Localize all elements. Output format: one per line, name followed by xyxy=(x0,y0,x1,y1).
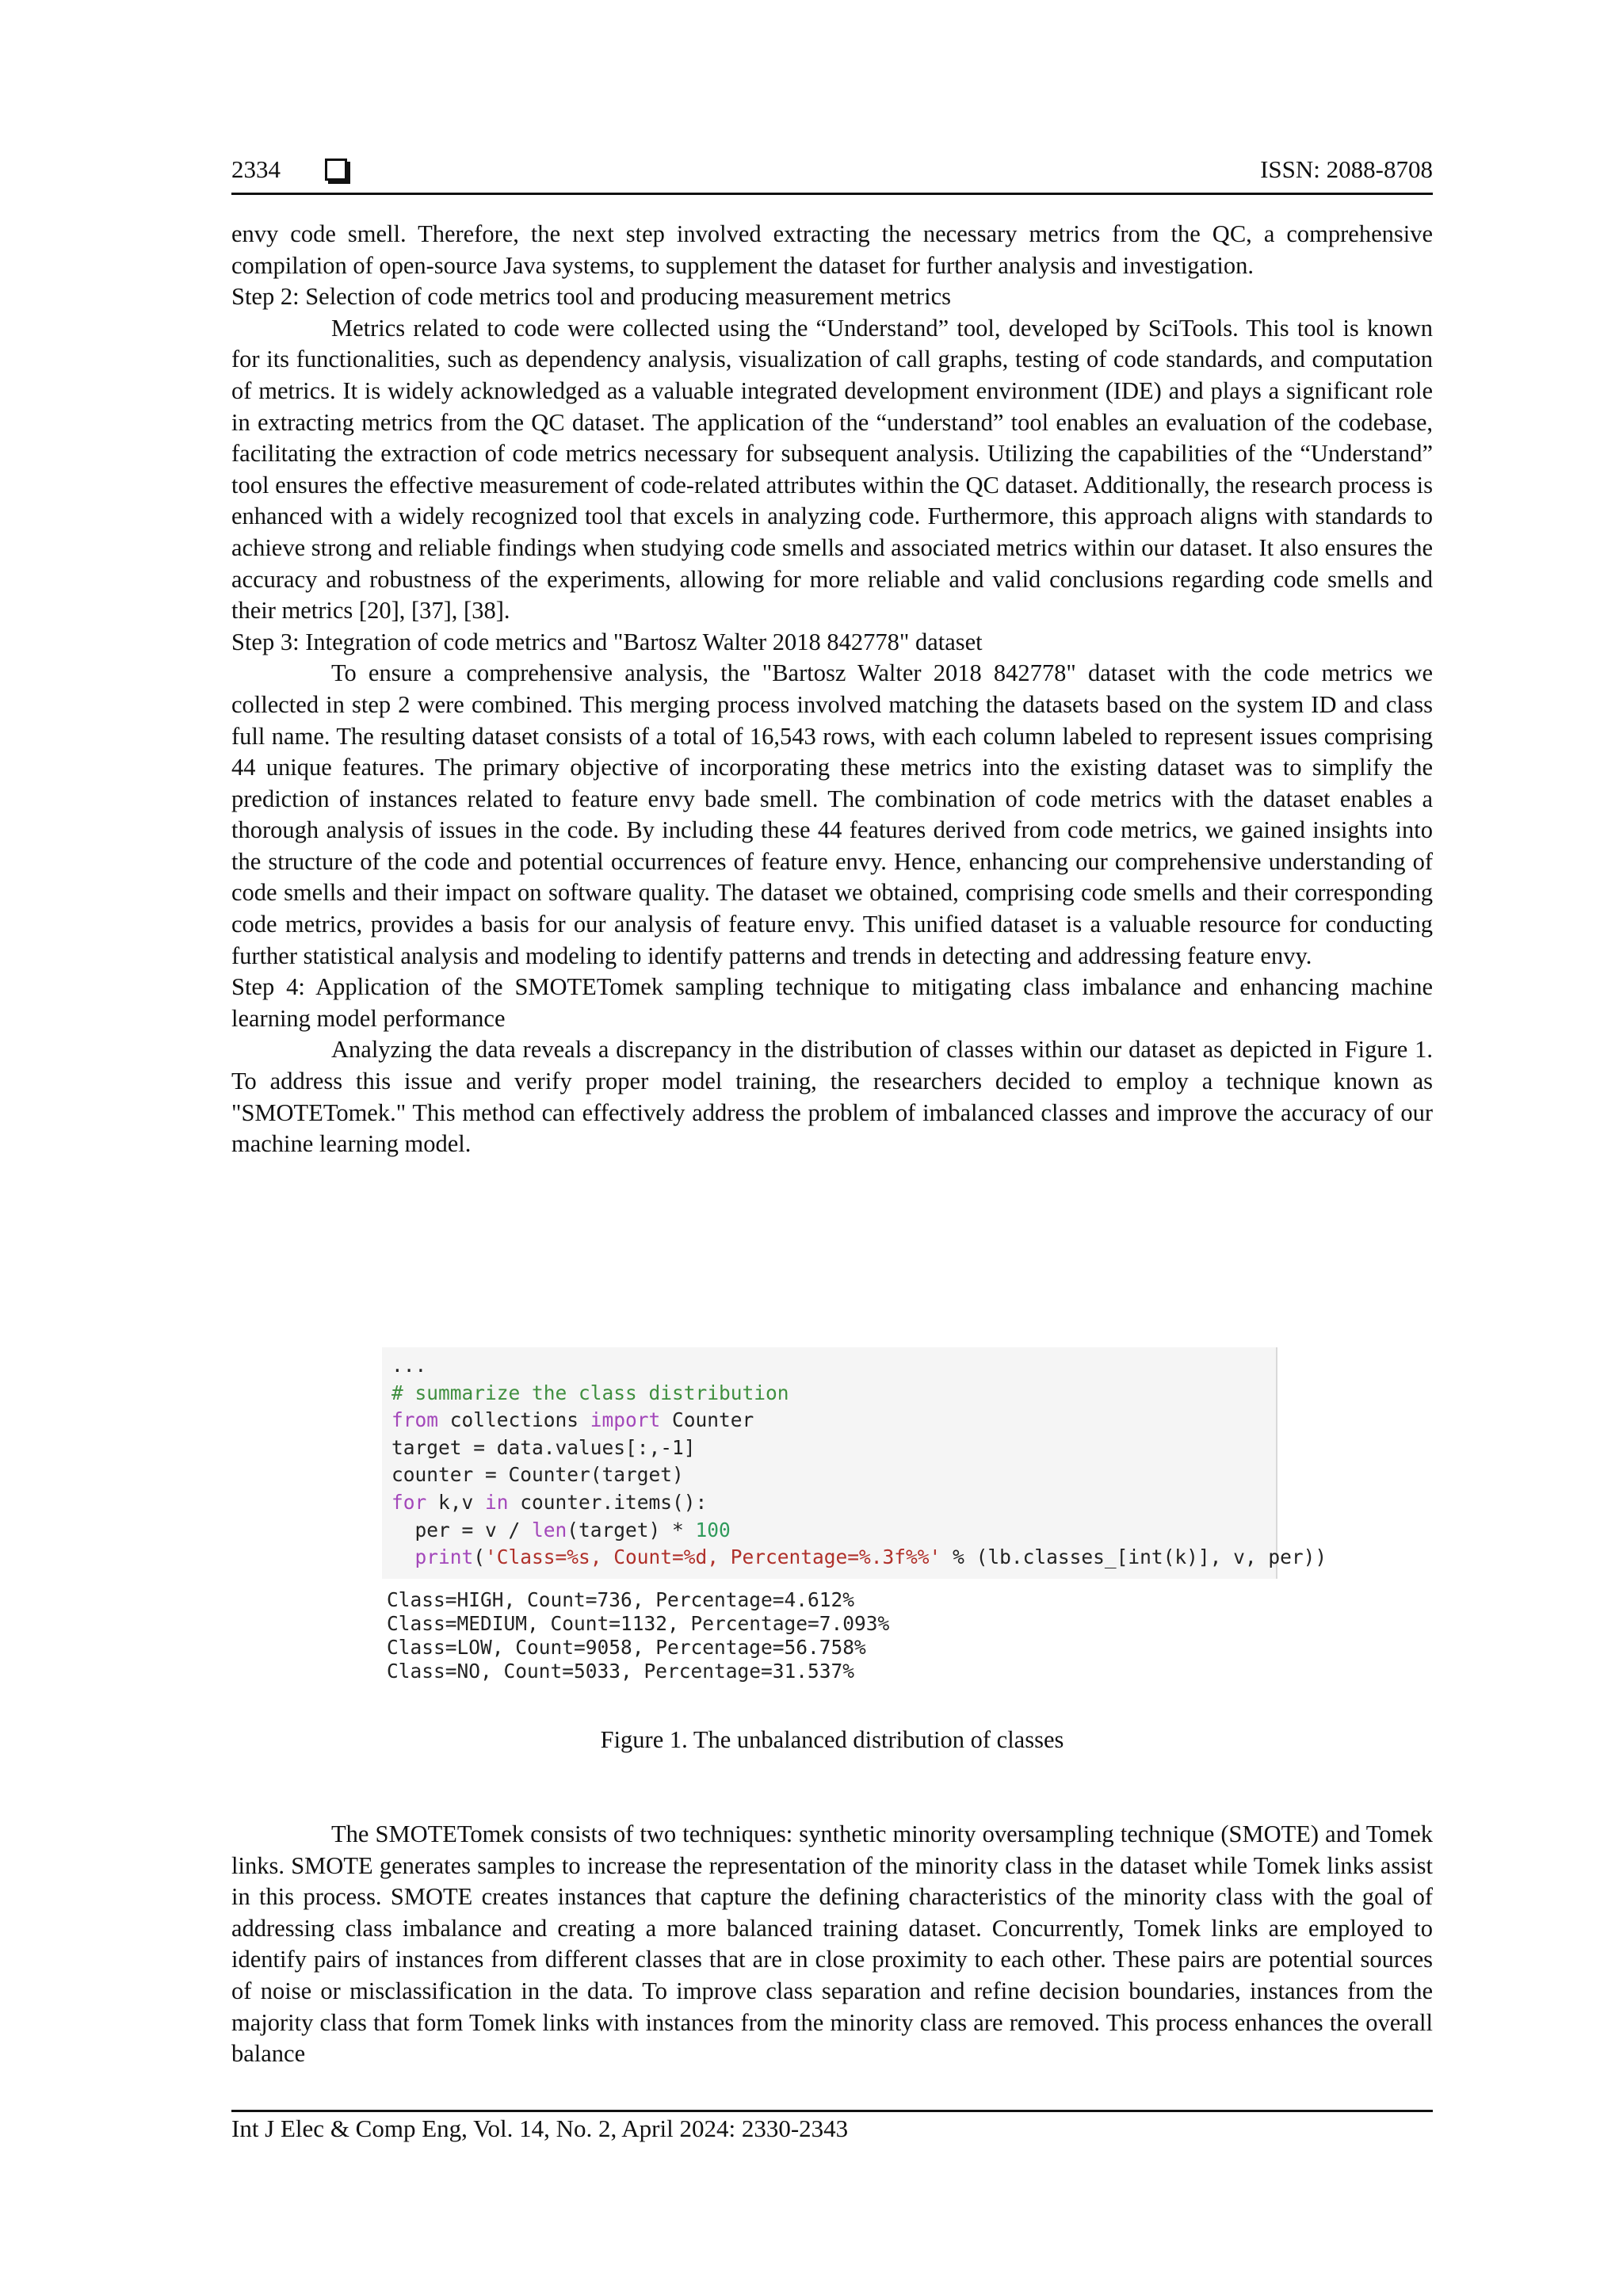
body-text-bottom xyxy=(231,1819,1433,2070)
step-heading: Step 4: Application of the SMOTETomek sampling technique to mitigating class imbalance and enhancing machine learning model performance xyxy=(231,973,1433,1032)
paragraph: Metrics related to code were collected using the “Understand” tool, developed by SciTools. This tool is known for its functionalities, such as dependency analysis, visualization of call graphs, testing of code standards, and computation of metrics. It is widely acknowledged as a valuable integrated development environment (IDE) and plays a significant role in extracting metrics from the QC dataset. The application of the “understand” tool enables an evaluation of the codebase, facilitating the extraction of code metrics necessary for subsequent analysis. Utilizing the capabilities of the “Understand” tool ensures the effective measurement of code-related attributes within the QC dataset. Additionally, the research process is enhanced with a widely recognized tool that excels in analyzing code. Furthermore, this approach aligns with standards to achieve strong and reliable findings when studying code smells and associated metrics within our dataset. It also ensures the accuracy and robustness of the experiments, allowing for more reliable and valid conclusions regarding code smells and their metrics [20], [37], [38]. xyxy=(231,314,1433,625)
page-number: 2334 xyxy=(231,155,281,183)
output-line: Class=LOW, Count=9058, Percentage=56.758% xyxy=(387,1636,866,1659)
code-text: % (lb.classes_[int(k)], v, per)) xyxy=(941,1545,1327,1569)
header-rule xyxy=(231,193,1433,195)
paragraph: The SMOTETomek consists of two techniques: synthetic minority oversampling technique (SMOTE) and Tomek links. SMOTE generates samples to increase the representation of the minority class in the dataset while Tomek links assist in this process. SMOTE creates instances that capture the defining characteristics of the minority class with the goal of addressing class imbalance and creating a more balanced training dataset. Concurrently, Tomek links are employed to identify pairs of instances from different classes that are in close proximity to each other. These pairs are potential sources of noise or misclassification in the data. To improve class separation and refine decision boundaries, instances from the majority class that form Tomek links with instances from the minority class are removed. This process enhances the overall balance xyxy=(231,1820,1433,2068)
footer-rule xyxy=(231,2110,1433,2112)
body-text-top xyxy=(231,219,1433,1160)
output-line: Class=MEDIUM, Count=1132, Percentage=7.093% xyxy=(387,1612,890,1635)
paragraph: Analyzing the data reveals a discrepancy in the distribution of classes within our dataset as depicted in Figure 1. To address this issue and verify proper model training, the researchers decided to employ a technique known as "SMOTETomek." This method can effectively address the problem of imbalanced classes and improve the accuracy of our machine learning model. xyxy=(231,1036,1433,1158)
figure-caption: Figure 1. The unbalanced distribution of classes xyxy=(600,1726,1064,1753)
code-line: target = data.values[:,-1] xyxy=(391,1435,696,1459)
page-header xyxy=(231,155,1433,193)
code-number: 100 xyxy=(695,1518,731,1541)
code-text: counter.items(): xyxy=(508,1490,708,1514)
code-keyword: from xyxy=(391,1408,439,1432)
code-text xyxy=(391,1545,415,1568)
code-keyword: for xyxy=(391,1490,427,1514)
code-keyword: import xyxy=(590,1408,661,1432)
code-string: 'Class=%s, Count=%d, Percentage=%.3f%%' xyxy=(485,1545,941,1569)
square-bullet-icon xyxy=(325,159,347,181)
code-text: (target) * xyxy=(567,1518,696,1541)
code-text: per = v / xyxy=(391,1518,533,1541)
code-text: Counter xyxy=(660,1408,754,1432)
output-line: Class=NO, Count=5033, Percentage=31.537% xyxy=(387,1660,855,1683)
code-text: collections xyxy=(438,1408,590,1432)
output-line: Class=HIGH, Count=736, Percentage=4.612% xyxy=(387,1588,855,1611)
code-keyword: in xyxy=(485,1490,509,1514)
code-builtin: print xyxy=(414,1545,474,1569)
issn-label: ISSN: 2088-8708 xyxy=(1260,155,1433,183)
paragraph: envy code smell. Therefore, the next step involved extracting the necessary metrics from the QC, a comprehensive compilation of open-source Java systems, to supplement the dataset for further analysis and investigation. xyxy=(231,220,1433,279)
code-comment: # summarize the class distribution xyxy=(391,1381,789,1404)
page-footer: Int J Elec & Comp Eng, Vol. 14, No. 2, April 2024: 2330-2343 xyxy=(231,2115,849,2142)
code-builtin: len xyxy=(532,1518,567,1541)
code-text: k,v xyxy=(426,1490,486,1514)
code-cell xyxy=(382,1347,1327,1579)
code-output xyxy=(387,1588,1258,1683)
step-heading: Step 2: Selection of code metrics tool and producing measurement metrics xyxy=(231,283,951,311)
step-heading: Step 3: Integration of code metrics and "Bartosz Walter 2018 842778" dataset xyxy=(231,628,983,655)
code-line: ... xyxy=(391,1354,427,1377)
paragraph: To ensure a comprehensive analysis, the "Bartosz Walter 2018 842778" dataset with the code metrics we collected in step 2 were combined. This merging process involved matching the datasets based on the system ID and class full name. The resulting dataset consists of a total of 16,543 rows, with each column labeled to represent issues comprising 44 unique features. The primary objective of incorporating these metrics into the existing dataset was to simplify the prediction of instances related to feature envy bade smell. The combination of code metrics with the dataset enables a thorough analysis of issues in the code. By including these 44 features derived from code metrics, we gained insights into the structure of the code and potential occurrences of feature envy. Hence, enhancing our comprehensive understanding of code smells and their impact on software quality. The dataset we obtained, comprising code smells and their corresponding code metrics, provides a basis for our analysis of feature envy. This unified dataset is a valuable resource for conducting further statistical analysis and modeling to identify patterns and trends in detecting and addressing feature envy. xyxy=(231,659,1433,969)
code-line: counter = Counter(target) xyxy=(391,1463,684,1487)
code-text: ( xyxy=(473,1545,486,1569)
